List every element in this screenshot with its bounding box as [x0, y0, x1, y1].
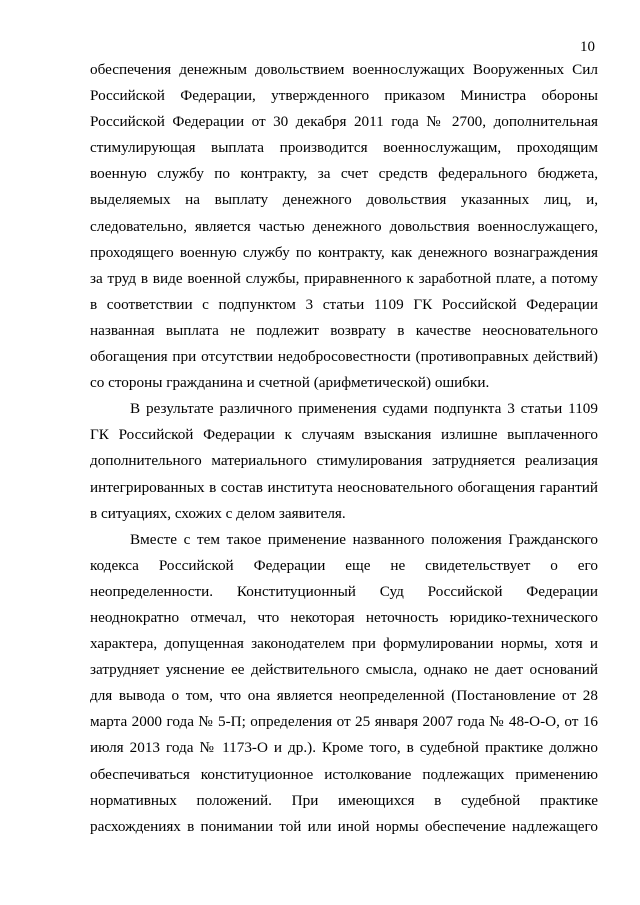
text-line: обогащения при отсутствии недобросовестности (противоправных действий): [90, 348, 598, 366]
text-line: за труд в виде военной службы, приравненного к заработной плате, а потому: [90, 269, 598, 287]
text-line: В результате различного применения судами подпункта 3 статьи 1109: [130, 400, 598, 418]
text-line: неопределенности. Конституционный Суд Российской Федерации: [90, 582, 598, 600]
text-line: дополнительного материального стимулирования затрудняется реализация: [90, 452, 598, 470]
text-line: затрудняет уяснение ее действительного смысла, однако не дает оснований: [90, 661, 598, 679]
text-line: со стороны гражданина и счетной (арифметической) ошибки.: [90, 374, 490, 392]
text-line: следовательно, является частью денежного довольствия военнослужащего,: [90, 217, 598, 235]
text-line: неоднократно отмечал, что некоторая неточность юридико-технического: [90, 608, 598, 626]
text-line: военную службу по контракту, за счет средств федерального бюджета,: [90, 165, 598, 183]
text-line: нормативных положений. При имеющихся в судебной практике: [90, 791, 598, 809]
text-line: интегрированных в состав института неосновательного обогащения гарантий: [90, 478, 598, 496]
text-line: Российской Федерации от 30 декабря 2011 года № 2700, дополнительная: [90, 113, 598, 131]
text-line: названная выплата не подлежит возврату в качестве неосновательного: [90, 321, 598, 339]
text-line: Вместе с тем такое применение названного положения Гражданского: [130, 530, 598, 548]
document-body: [90, 57, 598, 840]
text-line: стимулирующая выплата производится военнослужащим, проходящим: [90, 139, 598, 157]
text-line: кодекса Российской Федерации еще не свидетельствует о его: [90, 556, 598, 574]
page-number: 10: [580, 39, 595, 55]
text-line: для вывода о том, что она является неопределенной (Постановление от 28: [90, 687, 598, 705]
text-line: в соответствии с подпунктом 3 статьи 1109 ГК Российской Федерации: [90, 295, 598, 313]
text-line: выделяемых на выплату денежного довольствия указанных лиц, и,: [90, 191, 598, 209]
text-line: расхождениях в понимании той или иной нормы обеспечение надлежащего: [90, 817, 598, 835]
text-line: обеспечиваться конституционное истолкование подлежащих применению: [90, 765, 598, 783]
text-line: марта 2000 года № 5-П; определения от 25 января 2007 года № 48-О-О, от 16: [90, 713, 598, 731]
text-line: ГК Российской Федерации к случаям взыскания излишне выплаченного: [90, 426, 598, 444]
text-line: характера, допущенная законодателем при формулировании нормы, хотя и: [90, 635, 598, 653]
text-line: обеспечения денежным довольствием военнослужащих Вооруженных Сил: [90, 61, 598, 78]
text-line: июля 2013 года № 1173-О и др.). Кроме того, в судебной практике должно: [90, 739, 598, 757]
text-line: в ситуациях, схожих с делом заявителя.: [90, 504, 346, 522]
text-line: проходящего военную службу по контракту, как денежного вознаграждения: [90, 243, 598, 261]
text-line: Российской Федерации, утвержденного приказом Министра обороны: [90, 87, 598, 105]
